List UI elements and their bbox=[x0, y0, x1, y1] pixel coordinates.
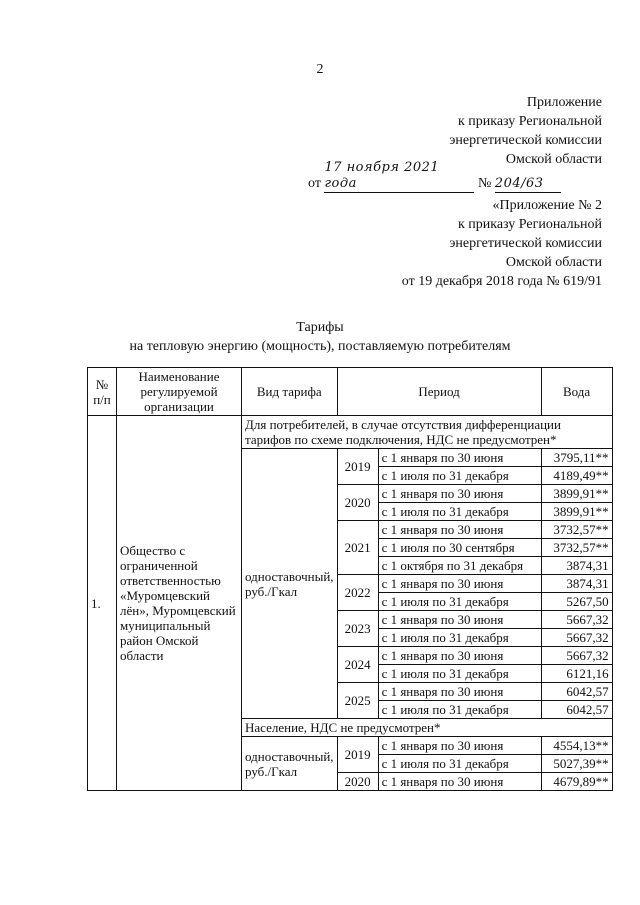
year-cell: 2019 bbox=[337, 737, 378, 773]
period-cell: с 1 октября по 31 декабря bbox=[378, 557, 541, 575]
water-value-cell: 4554,13** bbox=[541, 737, 612, 755]
header-org: Наименование регулируемой организации bbox=[117, 368, 242, 416]
water-value-cell: 4679,89** bbox=[541, 773, 612, 791]
document-title bbox=[0, 318, 640, 356]
tariff-table bbox=[87, 367, 613, 791]
year-cell: 2024 bbox=[337, 647, 378, 683]
period-cell: с 1 января по 30 июня bbox=[378, 647, 541, 665]
appendix-line: Омской области bbox=[505, 152, 602, 167]
order-prefix: от bbox=[308, 176, 321, 191]
period-cell: с 1 января по 30 июня bbox=[378, 773, 541, 791]
year-cell: 2020 bbox=[337, 485, 378, 521]
period-cell: с 1 января по 30 июня bbox=[378, 575, 541, 593]
water-value-cell: 6042,57 bbox=[541, 683, 612, 701]
period-cell: с 1 июля по 31 декабря bbox=[378, 593, 541, 611]
water-value-cell: 3732,57** bbox=[541, 521, 612, 539]
appendix-line: Приложение bbox=[526, 95, 602, 110]
order-date-number-line bbox=[308, 160, 608, 193]
appendix-line: энергетической комиссии bbox=[449, 133, 602, 148]
water-value-cell: 3795,11** bbox=[541, 449, 612, 467]
water-value-cell: 5667,32 bbox=[541, 647, 612, 665]
title-line: на тепловую энергию (мощность), поставляемую потребителям bbox=[129, 339, 511, 354]
water-value-cell: 4189,49** bbox=[541, 467, 612, 485]
organization-name: Общество с ограниченной ответственностью «Муромцевский лён», Муромцевский муниципальный район Омской области bbox=[117, 416, 242, 791]
appendix2-line: от 19 декабря 2018 года № 619/91 bbox=[401, 274, 602, 289]
header-water: Вода bbox=[541, 368, 612, 416]
water-value-cell: 3874,31 bbox=[541, 557, 612, 575]
period-cell: с 1 января по 30 июня bbox=[378, 485, 541, 503]
tariff-type: одноставочный, руб./Гкал bbox=[242, 449, 338, 719]
header-period: Период bbox=[337, 368, 541, 416]
period-cell: с 1 января по 30 июня bbox=[378, 611, 541, 629]
period-cell: с 1 января по 30 июня bbox=[378, 449, 541, 467]
appendix2-line: энергетической комиссии bbox=[449, 236, 602, 251]
handwritten-date: 17 ноября 2021 года bbox=[324, 160, 440, 191]
group-label: Население, НДС не предусмотрен* bbox=[242, 719, 613, 737]
appendix-line: к приказу Региональной bbox=[457, 114, 602, 129]
row-number: 1. bbox=[88, 416, 117, 791]
appendix2-line: к приказу Региональной bbox=[457, 217, 602, 232]
appendix2-line: «Приложение № 2 bbox=[492, 198, 602, 213]
water-value-cell: 3874,31 bbox=[541, 575, 612, 593]
period-cell: с 1 июля по 31 декабря bbox=[378, 467, 541, 485]
period-cell: с 1 июля по 31 декабря bbox=[378, 755, 541, 773]
header-num: № п/п bbox=[88, 368, 117, 416]
year-cell: 2021 bbox=[337, 521, 378, 575]
water-value-cell: 3899,91** bbox=[541, 503, 612, 521]
period-cell: с 1 января по 30 июня bbox=[378, 521, 541, 539]
number-sign: № bbox=[477, 176, 492, 191]
year-cell: 2019 bbox=[337, 449, 378, 485]
period-cell: с 1 января по 30 июня bbox=[378, 737, 541, 755]
appendix2-line: Омской области bbox=[505, 255, 602, 270]
table-group-row bbox=[88, 416, 613, 449]
water-value-cell: 3899,91** bbox=[541, 485, 612, 503]
year-cell: 2022 bbox=[337, 575, 378, 611]
water-value-cell: 6042,57 bbox=[541, 701, 612, 719]
period-cell: с 1 июля по 31 декабря bbox=[378, 701, 541, 719]
page-number: 2 bbox=[316, 62, 324, 77]
year-cell: 2023 bbox=[337, 611, 378, 647]
handwritten-number: 204/63 bbox=[494, 176, 544, 191]
water-value-cell: 6121,16 bbox=[541, 665, 612, 683]
period-cell: с 1 января по 30 июня bbox=[378, 683, 541, 701]
period-cell: с 1 июля по 31 декабря bbox=[378, 629, 541, 647]
water-value-cell: 3732,57** bbox=[541, 539, 612, 557]
appendix2-header bbox=[302, 196, 602, 291]
year-cell: 2020 bbox=[337, 773, 378, 791]
period-cell: с 1 июля по 31 декабря bbox=[378, 665, 541, 683]
tariff-type: одноставочный, руб./Гкал bbox=[242, 737, 338, 791]
water-value-cell: 5267,50 bbox=[541, 593, 612, 611]
table-header-row bbox=[88, 368, 613, 416]
title-line: Тарифы bbox=[296, 320, 344, 335]
water-value-cell: 5667,32 bbox=[541, 629, 612, 647]
year-cell: 2025 bbox=[337, 683, 378, 719]
water-value-cell: 5667,32 bbox=[541, 611, 612, 629]
period-cell: с 1 июля по 30 сентября bbox=[378, 539, 541, 557]
header-type: Вид тарифа bbox=[242, 368, 338, 416]
period-cell: с 1 июля по 31 декабря bbox=[378, 503, 541, 521]
appendix-header bbox=[342, 93, 602, 169]
water-value-cell: 5027,39** bbox=[541, 755, 612, 773]
group-label: Для потребителей, в случае отсутствия дифференциации тарифов по схеме подключения, НДС не предусмотрен* bbox=[242, 416, 613, 449]
